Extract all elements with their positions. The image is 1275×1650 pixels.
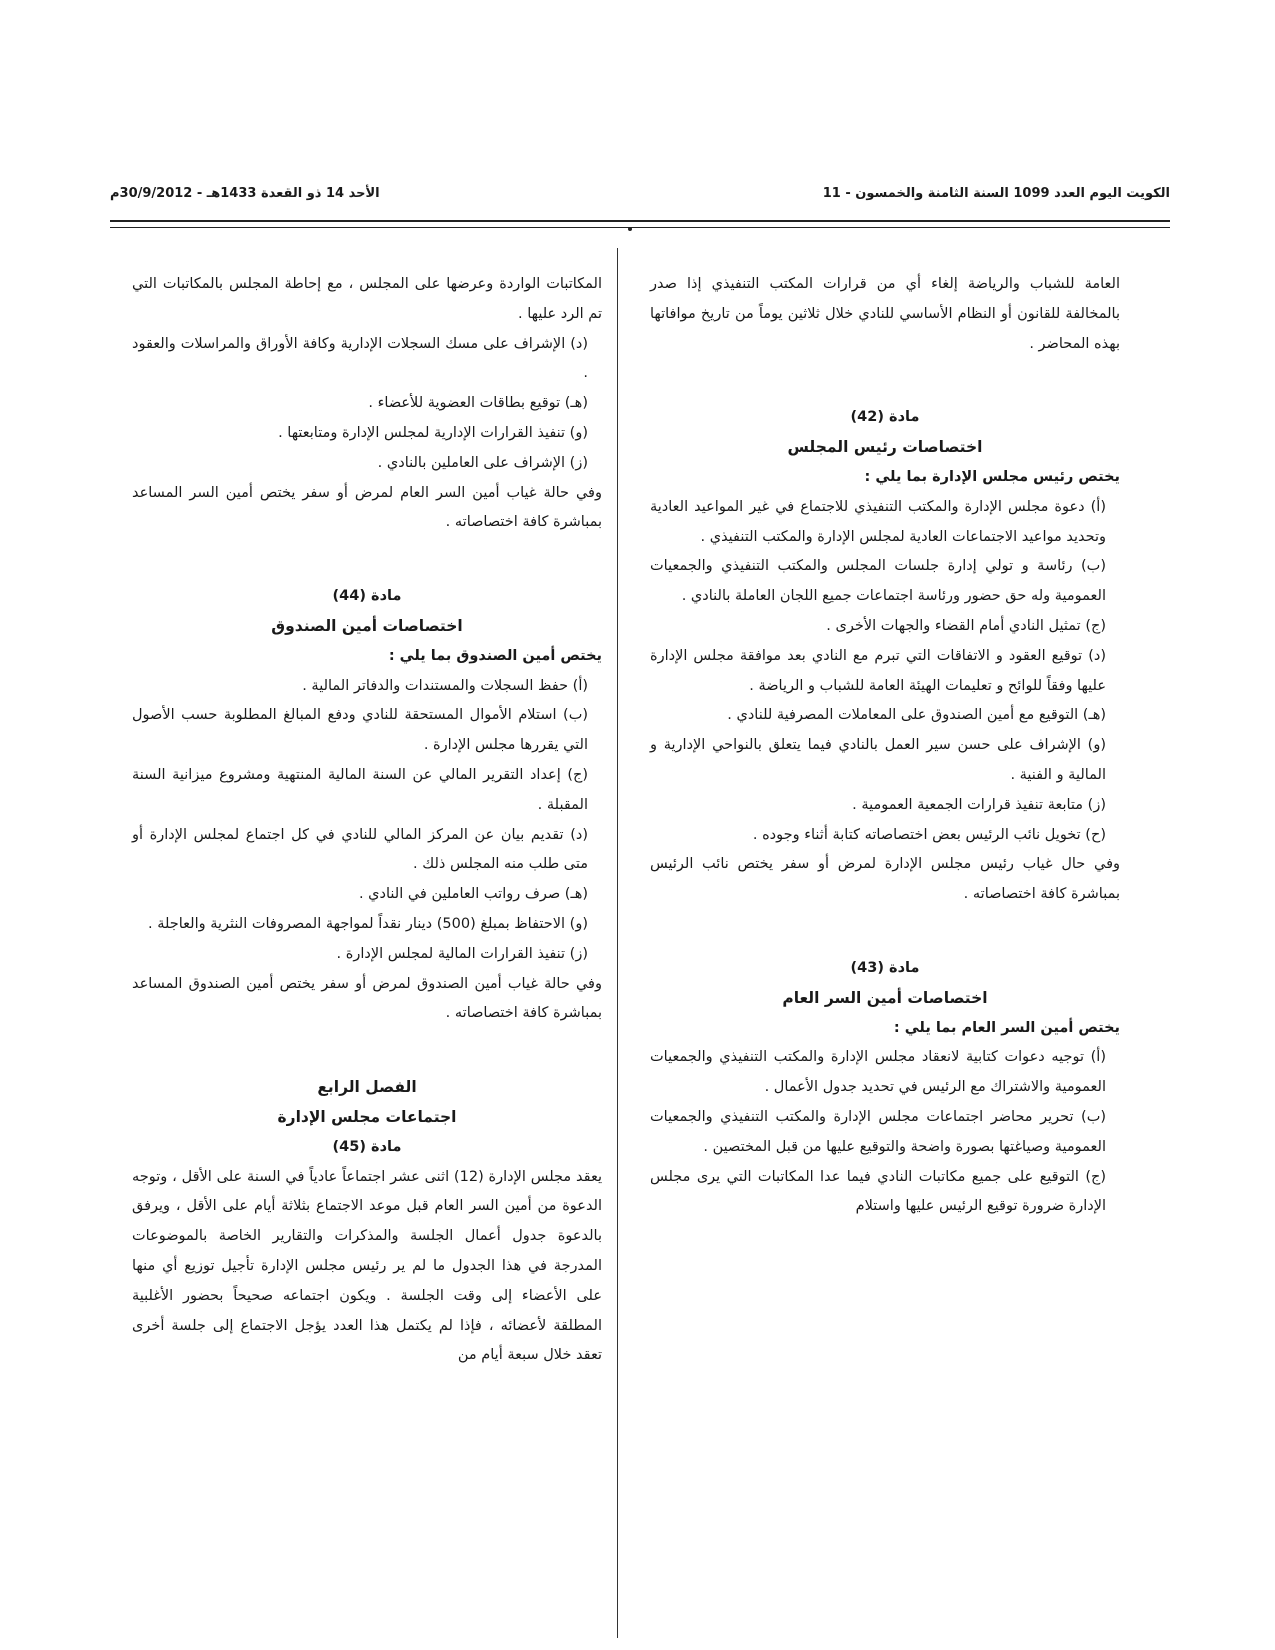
header-issue-info: الكويت اليوم العدد 1099 السنة الثامنة والخمسون - 11: [822, 186, 1170, 201]
list-item: (ز) تنفيذ القرارات المالية لمجلس الإدارة .: [336, 945, 588, 962]
paragraph: العامة للشباب والرياضة إلغاء أي من قرارات المكتب التنفيذي إذا صدر بالمخالفة للقانون أو النظام الأساسي للنادي خلال ثلاثين يوماً من تاريخ موافاتها بهذه المحاضر .: [650, 276, 1120, 352]
list-item: (د) توقيع العقود و الاتفاقات التي تبرم مع النادي بعد موافقة مجلس الإدارة عليها وفقاً للوائح و تعليمات الهيئة العامة للشباب و الرياضة .: [650, 647, 1106, 694]
article-44-intro: يختص أمين الصندوق بما يلي :: [388, 647, 602, 664]
article-44-title: اختصاصات أمين الصندوق: [271, 616, 463, 635]
header-date: الأحد 14 ذو القعدة 1433هـ - 30/9/2012م: [110, 186, 380, 201]
list-item: (هـ) توقيع بطاقات العضوية للأعضاء .: [368, 395, 588, 412]
header-rule: [110, 220, 1170, 222]
header-center-mark: [628, 227, 632, 231]
column-divider: [617, 248, 618, 1638]
page-header: [110, 186, 1170, 201]
article-44-number: مادة (44): [332, 588, 402, 605]
list-item: (هـ) التوقيع مع أمين الصندوق على المعاملات المصرفية للنادي .: [727, 707, 1106, 724]
list-item: (و) تنفيذ القرارات الإدارية لمجلس الإدارة ومتابعتها .: [278, 424, 588, 441]
list-item: (و) الاحتفاظ بمبلغ (500) دينار نقداً لمواجهة المصروفات النثرية والعاجلة .: [148, 915, 588, 932]
header-rule-thin: [110, 227, 1170, 228]
list-item: (هـ) صرف رواتب العاملين في النادي .: [358, 886, 588, 903]
list-item: (ب) تحرير محاضر اجتماعات مجلس الإدارة والمكتب التنفيذي والجمعيات العمومية وصياغتها بصورة واضحة والتوقيع عليها من قبل المختصين .: [650, 1108, 1106, 1155]
article-43-closing: وفي حالة غياب أمين السر العام لمرض أو سفر يختص أمين السر المساعد بمباشرة كافة اختصاصاته .: [132, 484, 602, 531]
article-43-intro: يختص أمين السر العام بما يلي :: [893, 1019, 1120, 1036]
article-45-text: يعقد مجلس الإدارة (12) اثنى عشر اجتماعاً عادياً في السنة على الأقل ، وتوجه الدعوة من أمين السر العام قبل موعد الاجتماع بثلاثة أيام على الأقل ، ويرفق بالدعوة جدول أعمال الجلسة والمذكرات والتقارير الخاصة بالموضوعات المدرجة في هذا الجدول ما لم ير رئيس مجلس الإدارة تأجيل توزيع أي منها على الأعضاء إلى وقت الجلسة . ويكون اجتماعه صحيحاً بحضور الأغلبية المطلقة لأعضائه ، فإذا لم يكتمل هذا العدد يؤجل الاجتماع إلى جلسة أخرى تعقد خلال سبعة أيام من: [132, 1168, 603, 1364]
list-item: (د) تقديم بيان عن المركز المالي للنادي في كل اجتماع لمجلس الإدارة أو متى طلب منه المجلس ذلك .: [132, 826, 588, 873]
list-item: (أ) توجيه دعوات كتابية لانعقاد مجلس الإدارة والمكتب التنفيذي والجمعيات العمومية والاشتراك مع الرئيس في تحديد جدول الأعمال .: [650, 1049, 1106, 1096]
list-item: (و) الإشراف على حسن سير العمل بالنادي فيما يتعلق بالنواحي الإدارية و المالية و الفنية .: [650, 737, 1106, 783]
list-item: (أ) حفظ السجلات والمستندات والدفاتر المالية .: [302, 677, 588, 694]
right-column: [650, 270, 1120, 1222]
article-43-title: اختصاصات أمين السر العام: [782, 988, 988, 1007]
list-item: (ز) الإشراف على العاملين بالنادي .: [377, 454, 588, 471]
list-item: (ج) تمثيل النادي أمام القضاء والجهات الأخرى .: [826, 617, 1106, 634]
list-item: (د) الإشراف على مسك السجلات الإدارية وكافة الأوراق والمراسلات والعقود .: [132, 335, 588, 382]
list-item: (ج) التوقيع على جميع مكاتبات النادي فيما عدا المكاتبات التي يرى مجلس الإدارة ضرورة توقيع الرئيس عليها واستلام: [650, 1168, 1106, 1215]
chapter-title: اجتماعات مجلس الإدارة: [277, 1107, 457, 1126]
article-42-intro: يختص رئيس مجلس الإدارة بما يلي :: [864, 468, 1120, 485]
list-item: (أ) دعوة مجلس الإدارة والمكتب التنفيذي للاجتماع في غير المواعيد العادية وتحديد مواعيد الاجتماعات العادية لمجلس الإدارة والمكتب التنفيذي .: [650, 498, 1106, 545]
chapter-heading: الفصل الرابع: [317, 1078, 417, 1097]
article-42-number: مادة (42): [850, 409, 920, 426]
article-43-number: مادة (43): [850, 959, 920, 976]
list-item: (ب) رئاسة و تولي إدارة جلسات المجلس والمكتب التنفيذي والجمعيات العمومية وله حق حضور ورئاسة اجتماعات جميع اللجان العاملة بالنادي .: [650, 558, 1106, 605]
list-item: (ب) استلام الأموال المستحقة للنادي ودفع المبالغ المطلوبة حسب الأصول التي يقررها مجلس الإدارة .: [132, 707, 588, 754]
list-item: (ح) تخويل نائب الرئيس بعض اختصاصاته كتابة أثناء وجوده .: [752, 826, 1106, 843]
list-item: (ج) إعداد التقرير المالي عن السنة المالية المنتهية ومشروع ميزانية السنة المقبلة .: [132, 766, 588, 813]
left-column: [132, 270, 602, 1371]
article-44-closing: وفي حالة غياب أمين الصندوق لمرض أو سفر يختص أمين الصندوق المساعد بمباشرة كافة اختصاصاته .: [132, 975, 602, 1022]
article-42-title: اختصاصات رئيس المجلس: [787, 438, 983, 457]
article-42-closing: وفي حال غياب رئيس مجلس الإدارة لمرض أو سفر يختص نائب الرئيس بمباشرة كافة اختصاصاته .: [650, 856, 1120, 903]
list-item: (ز) متابعة تنفيذ قرارات الجمعية العمومية .: [852, 796, 1106, 813]
paragraph: المكاتبات الواردة وعرضها على المجلس ، مع إحاطة المجلس بالمكاتبات التي تم الرد عليها .: [132, 276, 602, 322]
article-45-number: مادة (45): [332, 1138, 402, 1155]
